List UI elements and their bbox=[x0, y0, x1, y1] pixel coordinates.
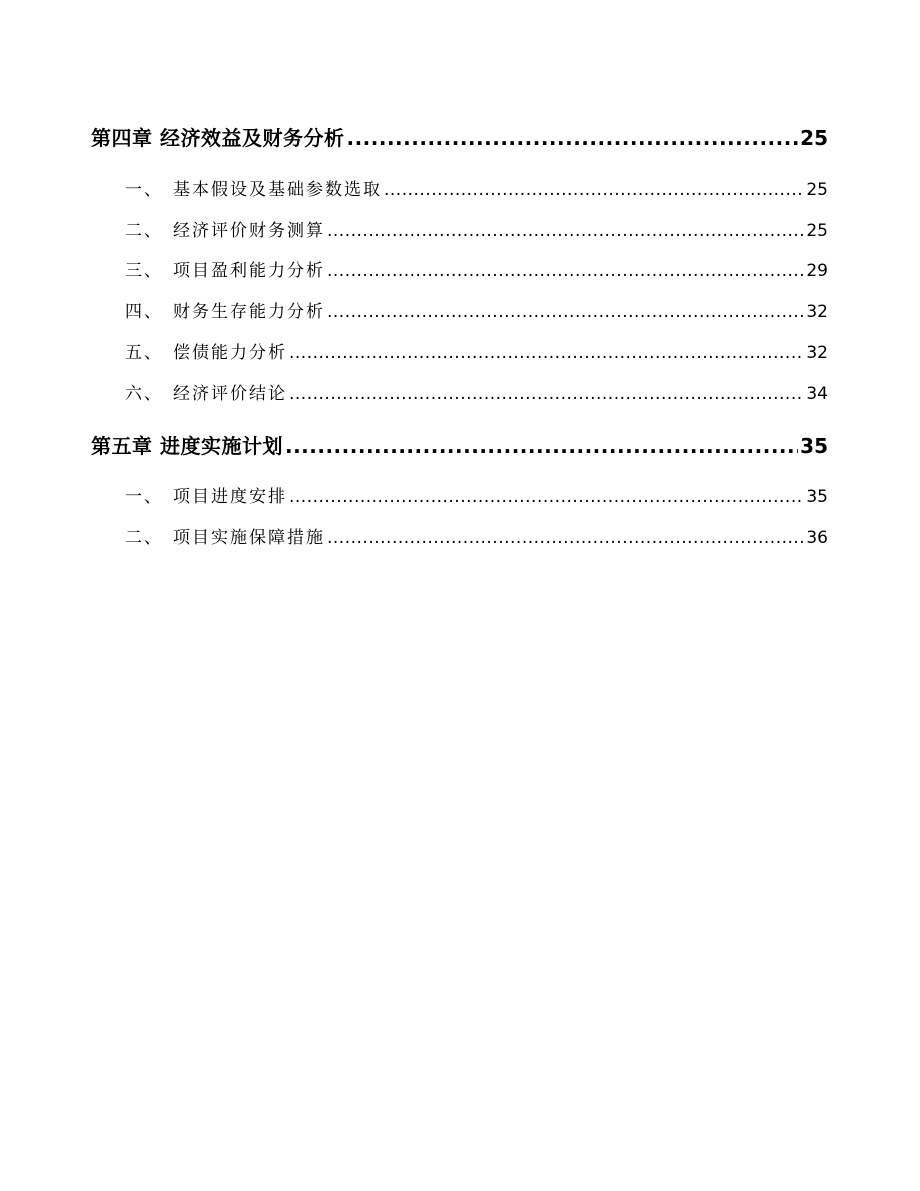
toc-leader-dots bbox=[327, 528, 804, 548]
toc-section-number: 三、 bbox=[125, 261, 163, 281]
toc-section-number: 五、 bbox=[125, 343, 163, 363]
toc-section[interactable] bbox=[0, 523, 920, 549]
toc-section[interactable] bbox=[0, 297, 920, 323]
toc-leader-dots bbox=[289, 343, 804, 363]
toc-page-number: 32 bbox=[806, 343, 828, 363]
toc-section-number: 一、 bbox=[125, 180, 163, 200]
toc-leader-dots bbox=[285, 434, 798, 458]
toc-page-number: 32 bbox=[806, 302, 828, 322]
toc-page-number: 29 bbox=[806, 261, 828, 281]
toc-section[interactable] bbox=[0, 175, 920, 201]
toc-leader-dots bbox=[289, 487, 804, 507]
toc-section[interactable] bbox=[0, 216, 920, 242]
toc-section[interactable] bbox=[0, 379, 920, 405]
toc-leader-dots bbox=[346, 126, 798, 150]
toc-page-number: 34 bbox=[806, 384, 828, 404]
toc-leader-dots bbox=[327, 302, 804, 322]
toc-section-title: 项目盈利能力分析 bbox=[173, 261, 325, 281]
toc-page-number: 25 bbox=[806, 221, 828, 241]
toc-section-title: 偿债能力分析 bbox=[173, 343, 287, 363]
toc-chapter-title: 第四章 经济效益及财务分析 bbox=[91, 126, 345, 150]
toc-section-title: 项目进度安排 bbox=[173, 487, 287, 507]
toc-section-number: 六、 bbox=[125, 384, 163, 404]
toc-section-title: 经济评价财务测算 bbox=[173, 221, 325, 241]
toc-page-number: 35 bbox=[806, 487, 828, 507]
toc-chapter-4[interactable] bbox=[0, 122, 920, 152]
toc-section[interactable] bbox=[0, 338, 920, 364]
toc-section-number: 二、 bbox=[125, 221, 163, 241]
toc-chapter-5[interactable] bbox=[0, 430, 920, 460]
toc-page-number: 25 bbox=[806, 180, 828, 200]
toc-section[interactable] bbox=[0, 256, 920, 282]
toc-page-number: 36 bbox=[806, 528, 828, 548]
toc-section-title: 项目实施保障措施 bbox=[173, 528, 325, 548]
toc-section-title: 基本假设及基础参数选取 bbox=[173, 180, 382, 200]
toc-leader-dots bbox=[384, 180, 804, 200]
toc-page-number: 35 bbox=[800, 434, 828, 458]
toc-leader-dots bbox=[289, 384, 804, 404]
toc-page-number: 25 bbox=[800, 126, 828, 150]
toc-chapter-title: 第五章 进度实施计划 bbox=[91, 434, 283, 458]
toc-leader-dots bbox=[327, 261, 804, 281]
toc-section[interactable] bbox=[0, 482, 920, 508]
toc-section-number: 四、 bbox=[125, 302, 163, 322]
toc-section-title: 经济评价结论 bbox=[173, 384, 287, 404]
toc-leader-dots bbox=[327, 221, 804, 241]
toc-section-number: 一、 bbox=[125, 487, 163, 507]
toc-section-number: 二、 bbox=[125, 528, 163, 548]
toc-section-title: 财务生存能力分析 bbox=[173, 302, 325, 322]
